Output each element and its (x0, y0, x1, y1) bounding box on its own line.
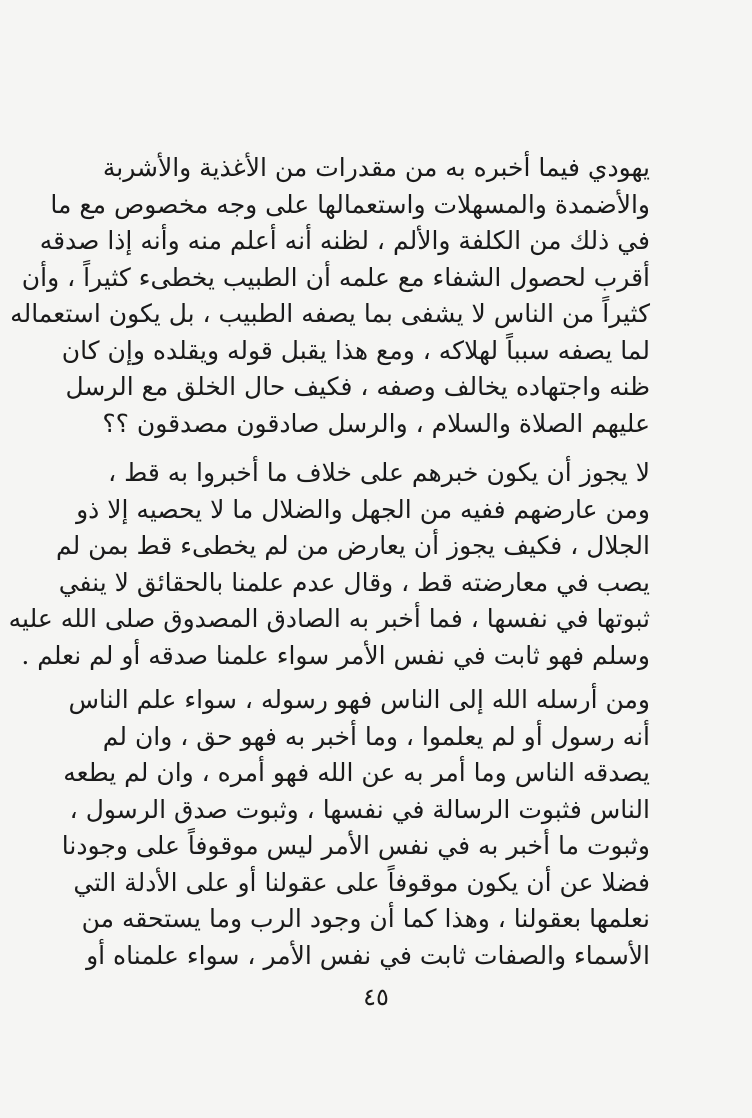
text-line: كثيراً من الناس لا يشفى بما يصفه الطبيب ، بل يكون استعماله (10, 299, 650, 328)
text-line: الأسماء والصفات ثابت في نفس الأمر ، سواء علمناه أو (86, 940, 650, 970)
text-line: ظنه واجتهاده يخالف وصفه ، فكيف حال الخلق مع الرسل (65, 372, 650, 401)
text-line: الجلال ، فكيف يجوز أن يعارض من لم يخطىء قط بمن لم (55, 531, 650, 560)
text-line: لا يجوز أن يكون خبرهم على خلاف ما أخبروا به قط ، (108, 458, 650, 487)
paragraph-2 (8, 455, 650, 674)
text-line: أقرب لحصول الشفاء مع علمه أن الطبيب يخطىء كثيراً ، وأن (21, 262, 650, 292)
text-line: ثبوتها في نفسها ، فما أخبر به الصادق المصدوق صلى الله عليه (8, 604, 650, 633)
paragraph-1 (10, 150, 650, 442)
paragraph-3 (61, 682, 650, 974)
text-line: لما يصفه سبباً لهلاكه ، ومع هذا يقبل قوله ويقلده وإن كان (61, 335, 650, 365)
text-line: وثبوت ما أخبر به في نفس الأمر ليس موقوفاً على وجودنا (61, 831, 650, 860)
text-line: يصدقه الناس وما أمر به عن الله فهو أمره ، وان لم يطعه (63, 758, 650, 787)
text-line: في ذلك من الكلفة والألم ، لظنه أنه أعلم منه وأنه إذا صدقه (39, 226, 650, 255)
text-line: والأضمدة والمسهلات واستعمالها على وجه مخصوص مع ما (50, 189, 650, 219)
text-line: وسلم فهو ثابت في نفس الأمر سواء علمنا صدقه أو لم نعلم . (21, 640, 650, 670)
text-line: الناس فثبوت الرسالة في نفسها ، وثبوت صدق الرسول ، (69, 794, 650, 824)
text-line: ومن عارضهم ففيه من الجهل والضلال ما لا يحصيه إلا ذو (76, 494, 650, 524)
text-line: يصب في معارضته قط ، وقال عدم علمنا بالحقائق لا ينفي (58, 567, 650, 597)
text-line: يهودي فيما أخبره به من مقدرات من الأغذية والأشربة (102, 153, 650, 182)
page-number: ٤٥ (363, 983, 389, 1011)
text-line: فضلا عن أن يكون موقوفاً على عقولنا أو على الأدلة التي (73, 867, 650, 897)
text-line: ومن أرسله الله إلى الناس فهو رسوله ، سواء علم الناس (68, 685, 650, 714)
text-line: عليهم الصلاة والسلام ، والرسل صادقون مصدقون ؟؟ (102, 408, 650, 438)
text-line: أنه رسول أو لم يعلموا ، وما أخبر به فهو حق ، وان لم (102, 721, 650, 751)
text-line: نعلمها بعقولنا ، وهذا كما أن وجود الرب وما يستحقه من (81, 904, 650, 933)
